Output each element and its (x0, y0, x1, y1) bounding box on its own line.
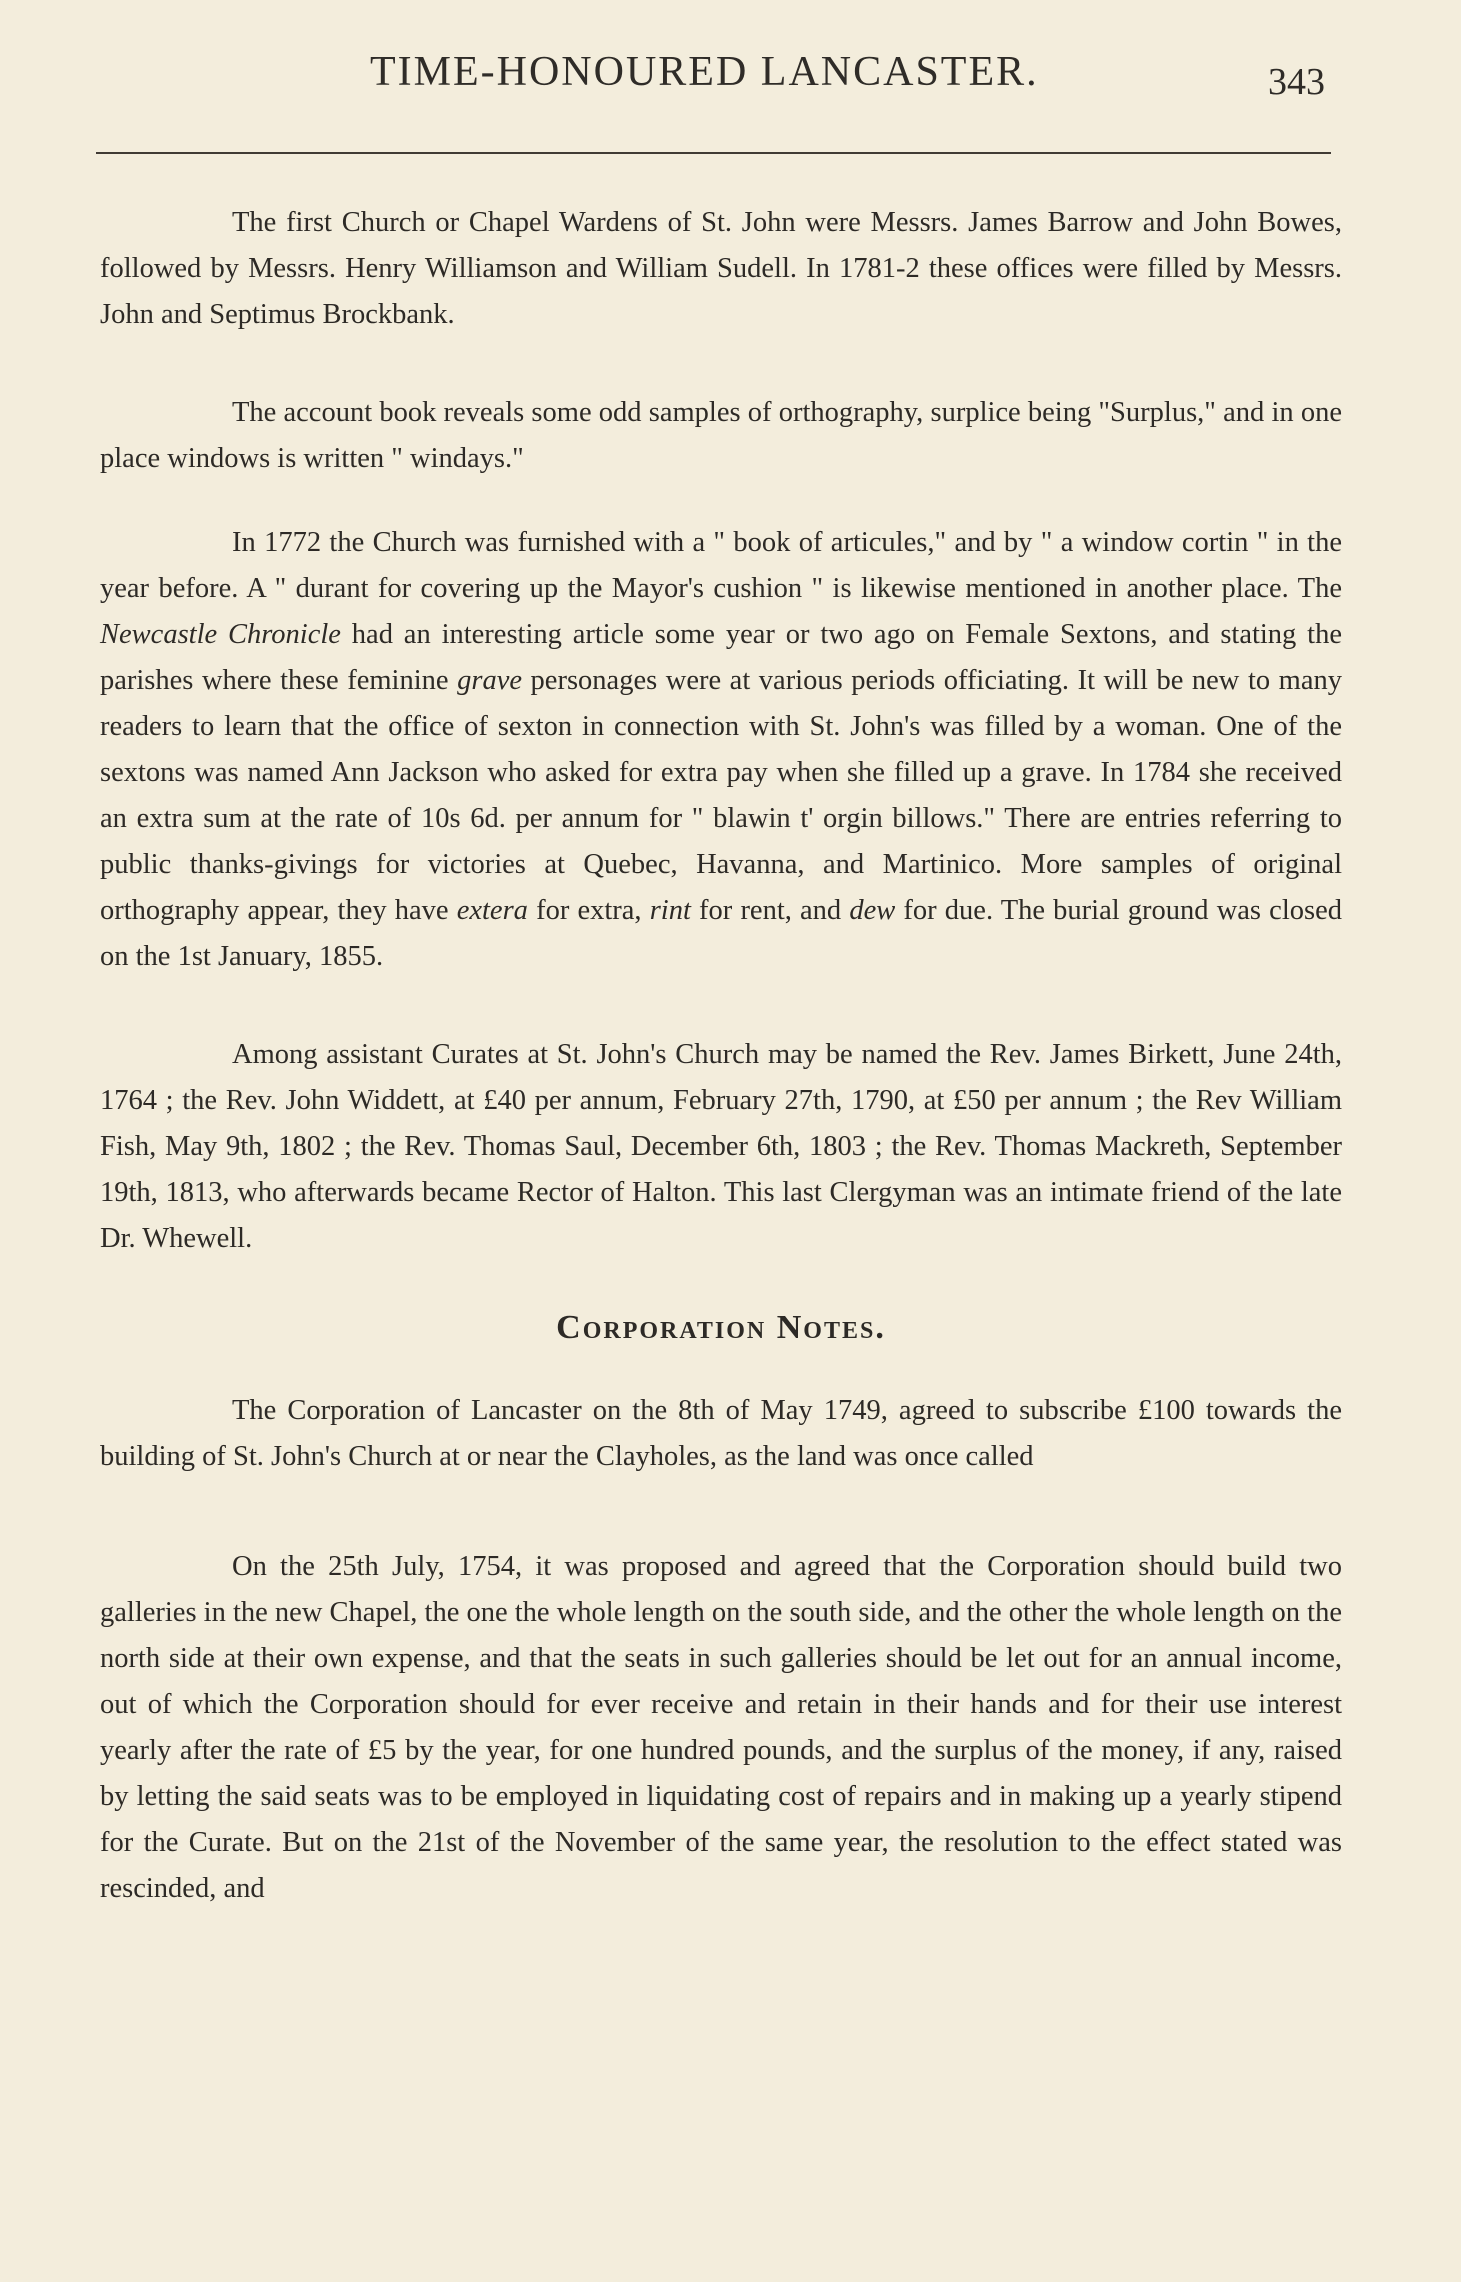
paragraph-galleries: On the 25th July, 1754, it was proposed and agreed that the Corporation should build two galleries in the new Chapel, the one the whole length on the south side, and the other the whole length on the north side at their own expense, and that the seats in such galleries should be let out for an annual income, out of which the Corporation should for ever receive and retain in their hands and for their use interest yearly after the rate of £5 by the year, for one hundred pounds, and the surplus of the money, if any, raised by letting the said seats was to be employed in liquidating cost of repairs and in making up a yearly stipend for the Curate. But on the 21st of the November of the same year, the resolution to the effect stated was rescinded, and (100, 1551, 1342, 1904)
text-segment: for rent, and (690, 895, 850, 926)
page-number: 343 (1268, 61, 1325, 103)
italic-word-extera: extera (456, 895, 528, 926)
paragraph-curates: Among assistant Curates at St. John's Church may be named the Rev. James Birkett, June 24th, 1764 ; the Rev. John Widdett, at £40 per annum, February 27th, 1790, at £50 per annum ; the Rev William Fish, May 9th, 1802 ; the Rev. Thomas Saul, December 6th, 1803 ; the Rev. Thomas Mackreth, September 19th, 1813, who afterwards became Rector of Halton. This last Clergyman was an intimate friend of the late Dr. Whewell. (100, 1039, 1342, 1254)
italic-word-dew: dew (849, 895, 896, 926)
body-text (100, 200, 1342, 1912)
running-head-title: TIME-HONOURED LANCASTER. (370, 49, 1039, 95)
running-head (0, 48, 1461, 108)
text-segment: personages were at various periods officiating. It will be new to many readers to learn that the office of sexton in connection with St. John's was filled by a woman. One of the sextons was named Ann Jackson who asked for extra pay when she filled up a grave. In 1784 she received an extra sum at the rate of 10s 6d. per annum for " blawin t' orgin billows." There are entries referring to public thanks-givings for victories at Quebec, Havanna, and Martinico. More samples of original orthography appear, they have (100, 665, 1342, 926)
paragraph-wardens: The first Church or Chapel Wardens of St. John were Messrs. James Barrow and John Bowes, followed by Messrs. Henry Williamson and William Sudell. In 1781-2 these offices were filled by Messrs. John and Septimus Brockbank. (100, 207, 1342, 330)
paragraph-orthography: The account book reveals some odd samples of orthography, surplice being "Surplus," and in one place windows is written " windays." (100, 397, 1342, 474)
header-rule (96, 152, 1331, 154)
italic-word-rint: rint (649, 895, 691, 926)
text-segment: had an interesting article some year or two ago on Female Sextons, and stating the parishes where these feminine (100, 619, 1342, 696)
section-heading-corporation-notes: Corporation Notes. (556, 1309, 886, 1346)
italic-newspaper-title: Newcastle Chronicle (100, 619, 341, 650)
text-segment: for extra, (527, 895, 650, 926)
text-segment: In 1772 the Church was furnished with a " book of articules," and by " a window cortin " in the year before. A " durant for covering up the Mayor's cushion " is likewise mentioned in another place. The (100, 527, 1342, 604)
italic-word-grave: grave (457, 665, 522, 696)
text-segment: for due. The burial ground was closed on the 1st January, 1855. (100, 895, 1342, 972)
paragraph-corporation-subscription: The Corporation of Lancaster on the 8th of May 1749, agreed to subscribe £100 towards the building of St. John's Church at or near the Clayholes, as the land was once called (100, 1395, 1342, 1472)
paragraph-sextons (100, 520, 1342, 980)
